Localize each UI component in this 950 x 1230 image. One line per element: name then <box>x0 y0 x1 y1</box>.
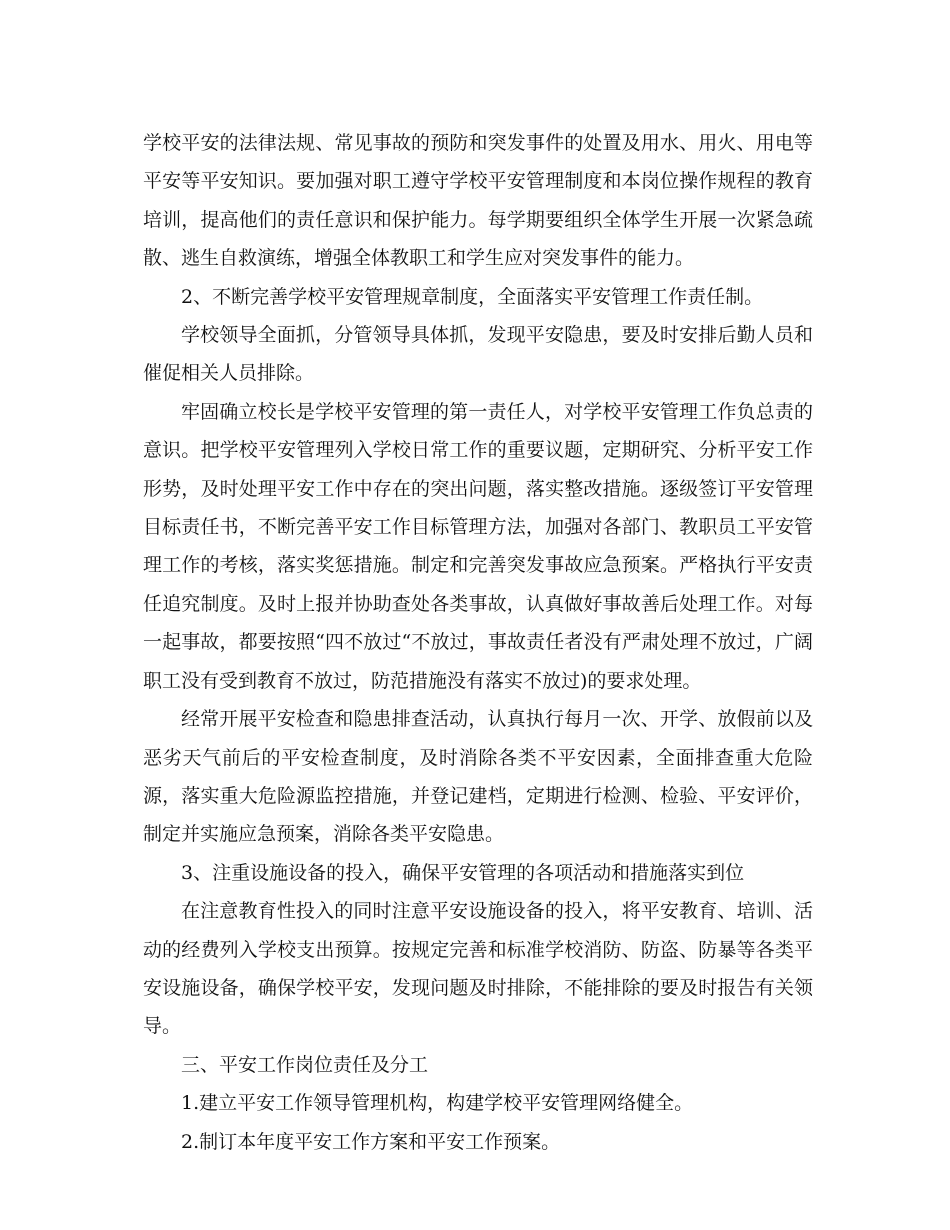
paragraph-heading-2: 2、不断完善学校平安管理规章制度，全面落实平安管理工作责任制。 <box>181 285 764 308</box>
section-heading-3: 三、平安工作岗位责任及分工 <box>181 1053 429 1076</box>
list-item-1: 1.建立平安工作领导管理机构，构建学校平安管理网络健全。 <box>181 1092 694 1115</box>
list-item-2: 2.制订本年度平安工作方案和平安工作预案。 <box>181 1130 561 1153</box>
paragraph-principal-responsibility: 牢固确立校长是学校平安管理的第一责任人，对学校平安管理工作负总责的意识。把学校平安管理列入学校日常工作的重要议题，定期研究、分析平安工作形势，及时处理平安工作中存在的突出问题，落实整改措施。逐级签订平安管理目标责任书，不断完善平安工作目标管理方法，加强对各部门、教职员工平安管理工作的考核，落实奖惩措施。制定和完善突发事故应急预案。严格执行平安责任追究制度。及时上报并协助查处各类事故，认真做好事故善后处理工作。对每一起事故，都要按照“四不放过“不放过，事故责任者没有严肃处理不放过，广阔职工没有受到教育不放过，防范措施没有落实不放过)的要求处理。 <box>143 400 813 692</box>
paragraph-heading-3: 3、注重设施设备的投入，确保平安管理的各项活动和措施落实到位 <box>181 861 745 884</box>
paragraph-continuation: 学校平安的法律法规、常见事故的预防和突发事件的处置及用水、用火、用电等平安等平安知识。要加强对职工遵守学校平安管理制度和本岗位操作规程的教育培训，提高他们的责任意识和保护能力。每学期要组织全体学生开展一次紧急疏散、逃生自救演练，增强全体教职工和学生应对突发事件的能力。 <box>143 132 813 270</box>
paragraph-investment: 在注意教育性投入的同时注意平安设施设备的投入，将平安教育、培训、活动的经费列入学校支出预算。按规定完善和标准学校消防、防盗、防暴等各类平安设施设备，确保学校平安，发现问题及时排除，不能排除的要及时报告有关领导。 <box>143 900 813 1038</box>
document-body <box>143 124 813 1161</box>
paragraph-leadership: 学校领导全面抓，分管领导具体抓，发现平安隐患，要及时安排后勤人员和催促相关人员排除。 <box>143 324 813 385</box>
paragraph-inspection: 经常开展平安检查和隐患排查活动，认真执行每月一次、开学、放假前以及恶劣天气前后的平安检查制度，及时消除各类不平安因素，全面排查重大危险源，落实重大危险源监控措施，并登记建档，定期进行检测、检验、平安评价，制定并实施应急预案，消除各类平安隐患。 <box>143 708 813 846</box>
